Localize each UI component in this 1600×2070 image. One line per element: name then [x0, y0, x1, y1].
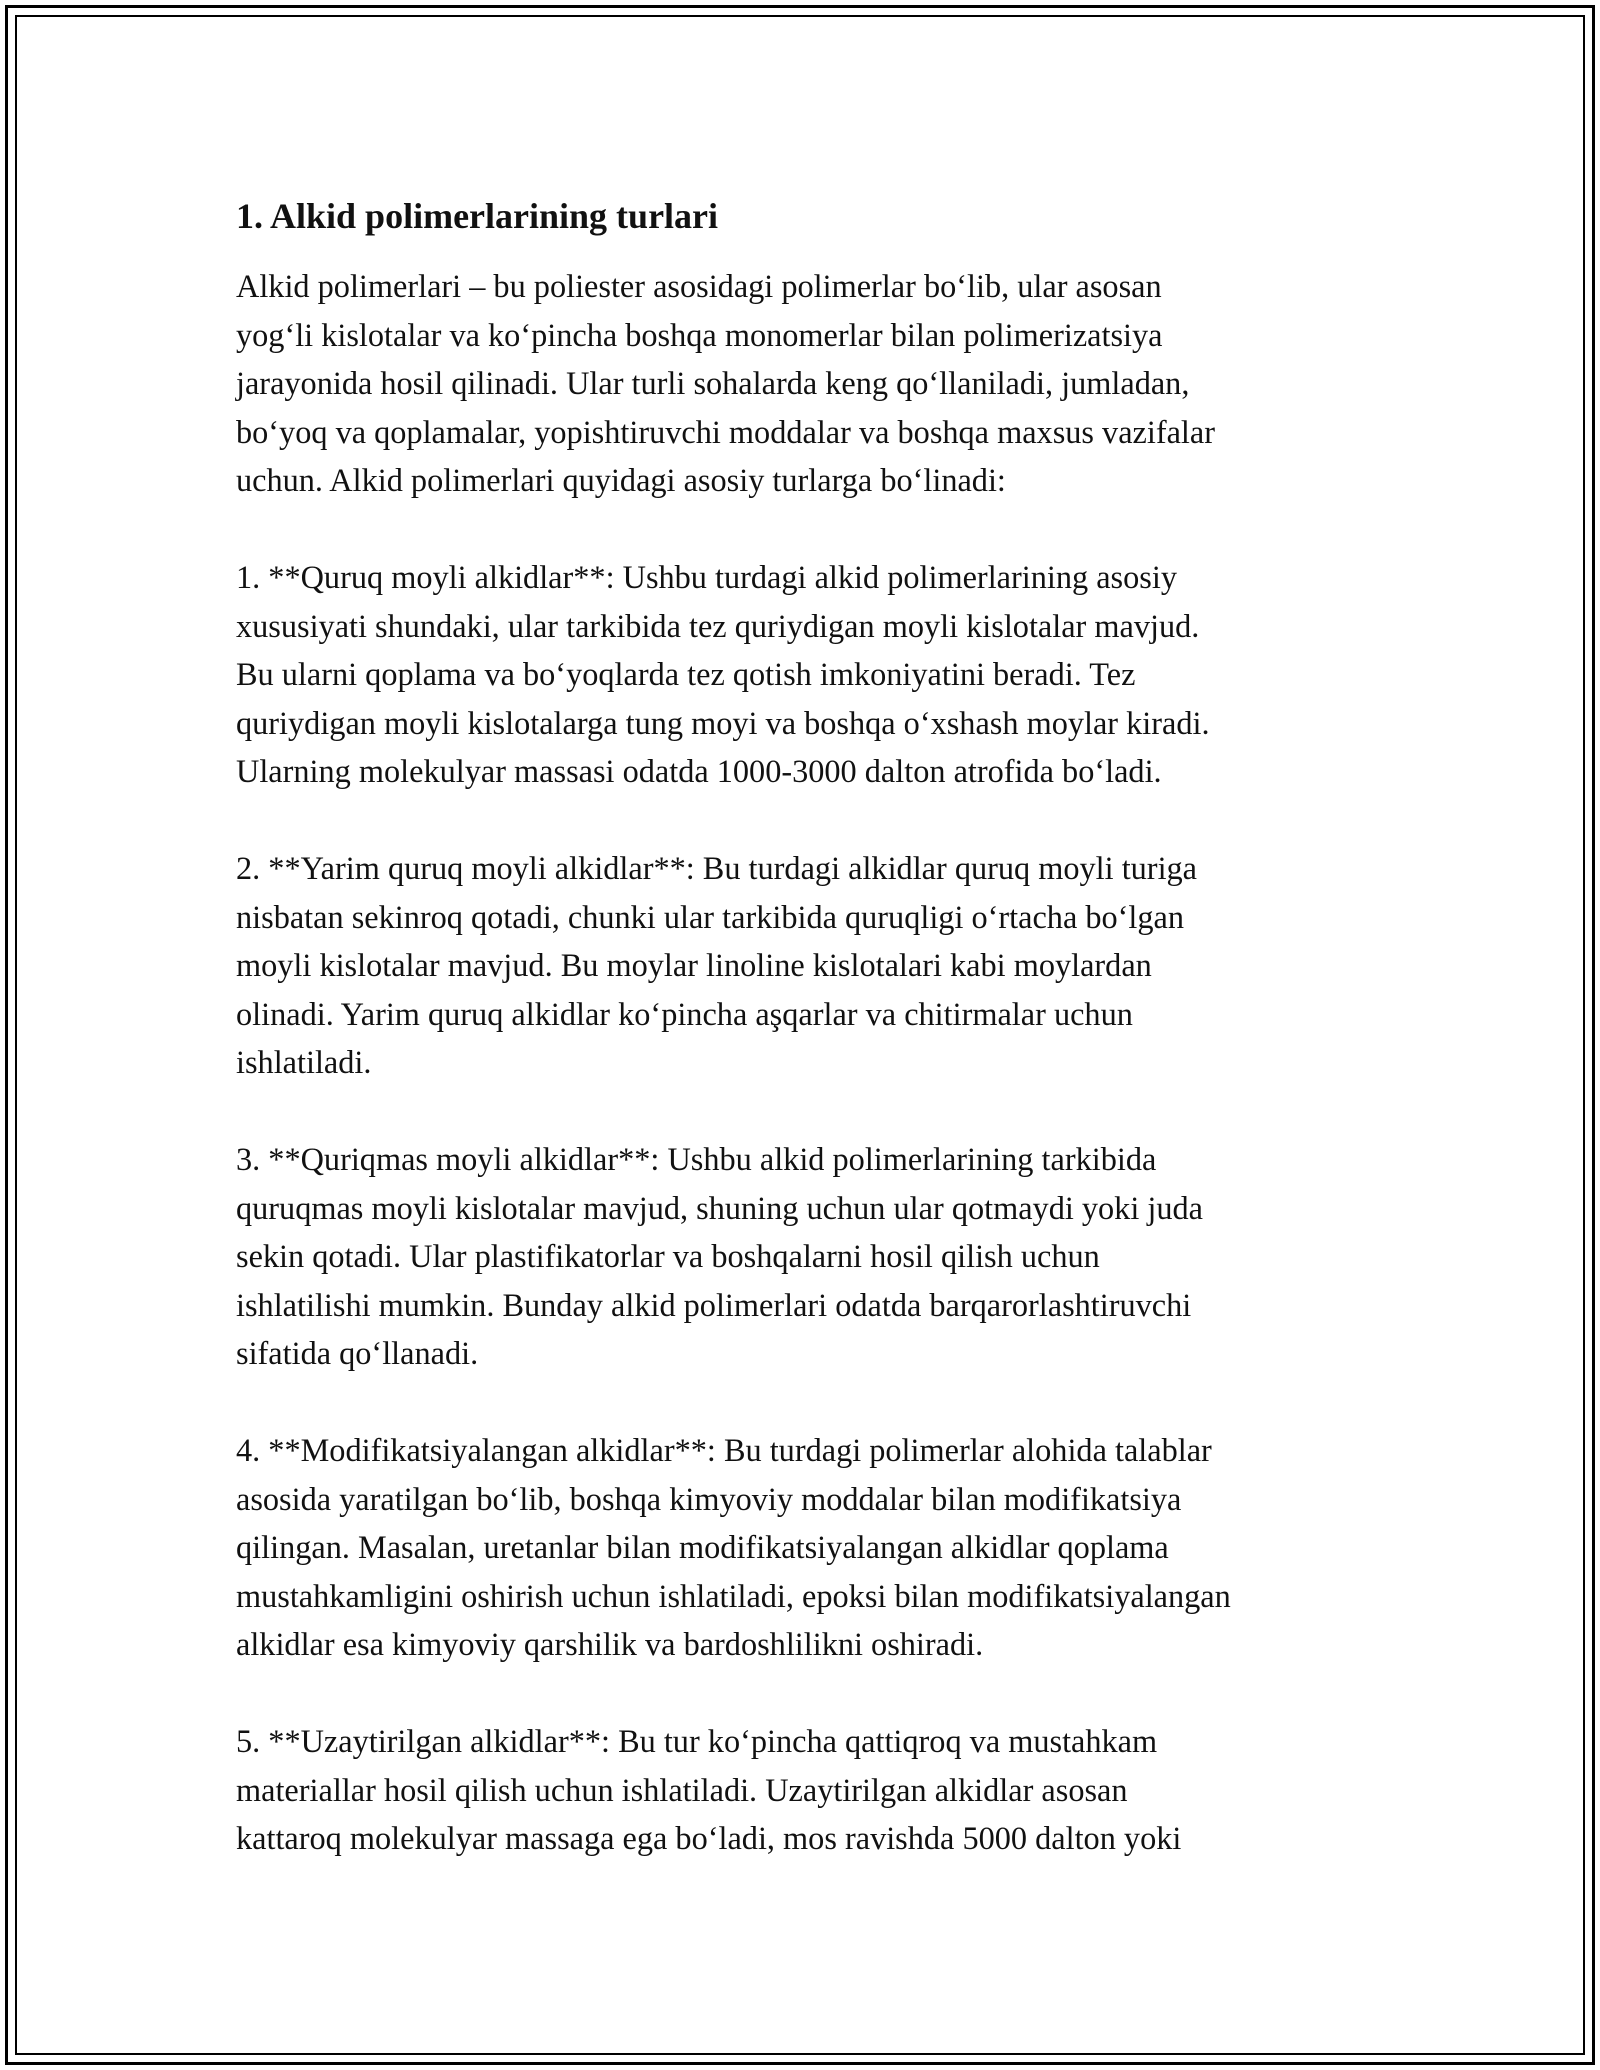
- list-item-2-paragraph: 2. **Yarim quruq moyli alkidlar**: Bu turdagi alkidlar quruq moyli turiga nisbatan sekinroq qotadi, chunki ular tarkibida quruqligi o‘rtacha bo‘lgan moyli kislotalar mavjud. Bu moylar linoline kislotalari kabi moylardan olinadi. Yarim quruq alkidlar ko‘pincha aşqarlar va chitirmalar uchun ishlatiladi.: [236, 850, 1198, 1080]
- intro-paragraph: Alkid polimerlari – bu poliester asosidagi polimerlar bo‘lib, ular asosan yog‘li kislotalar va ko‘pincha boshqa monomerlar bilan polimerizatsiya jarayonida hosil qilinadi. Ular turli sohalarda keng qo‘llaniladi, jumladan, bo‘yoq va qoplamalar, yopishtiruvchi moddalar va boshqa maxsus vazifalar uchun. Alkid polimerlari quyidagi asosiy turlarga bo‘linadi:: [236, 268, 1215, 498]
- list-item-4-paragraph: 4. **Modifikatsiyalangan alkidlar**: Bu turdagi polimerlar alohida talablar asosida yaratilgan bo‘lib, boshqa kimyoviy moddalar bilan modifikatsiya qilingan. Masalan, uretanlar bilan modifikatsiyalangan alkidlar qoplama mustahkamligini oshirish uchun ishlatiladi, epoksi bilan modifikatsiyalangan alkidlar esa kimyoviy qarshilik va bardoshlilikni oshiradi.: [236, 1432, 1231, 1662]
- list-item-3-paragraph: 3. **Quriqmas moyli alkidlar**: Ushbu alkid polimerlarining tarkibida quruqmas moyli kislotalar mavjud, shuning uchun ular qotmaydi yoki juda sekin qotadi. Ular plastifikatorlar va boshqalarni hosil qilish uchun ishlatilishi mumkin. Bunday alkid polimerlari odatda barqarorlashtiruvchi sifatida qo‘llanadi.: [236, 1141, 1203, 1371]
- list-item-1-paragraph: 1. **Quruq moyli alkidlar**: Ushbu turdagi alkid polimerlarining asosiy xususiyati shundaki, ular tarkibida tez quriydigan moyli kislotalar mavjud. Bu ularni qoplama va bo‘yoqlarda tez qotish imkoniyatini beradi. Tez quriydigan moyli kislotalarga tung moyi va boshqa o‘xshash moylar kiradi. Ularning molekulyar massasi odatda 1000-3000 dalton atrofida bo‘ladi.: [236, 559, 1210, 789]
- section-heading: 1. Alkid polimerlarining turlari: [236, 196, 719, 236]
- list-item-5-paragraph: 5. **Uzaytirilgan alkidlar**: Bu tur ko‘pincha qattiqroq va mustahkam materiallar hosil qilish uchun ishlatiladi. Uzaytirilgan alkidlar asosan kattaroq molekulyar massaga ega bo‘ladi, mos ravishda 5000 dalton yoki: [236, 1723, 1182, 1856]
- document-body: [236, 186, 1376, 1911]
